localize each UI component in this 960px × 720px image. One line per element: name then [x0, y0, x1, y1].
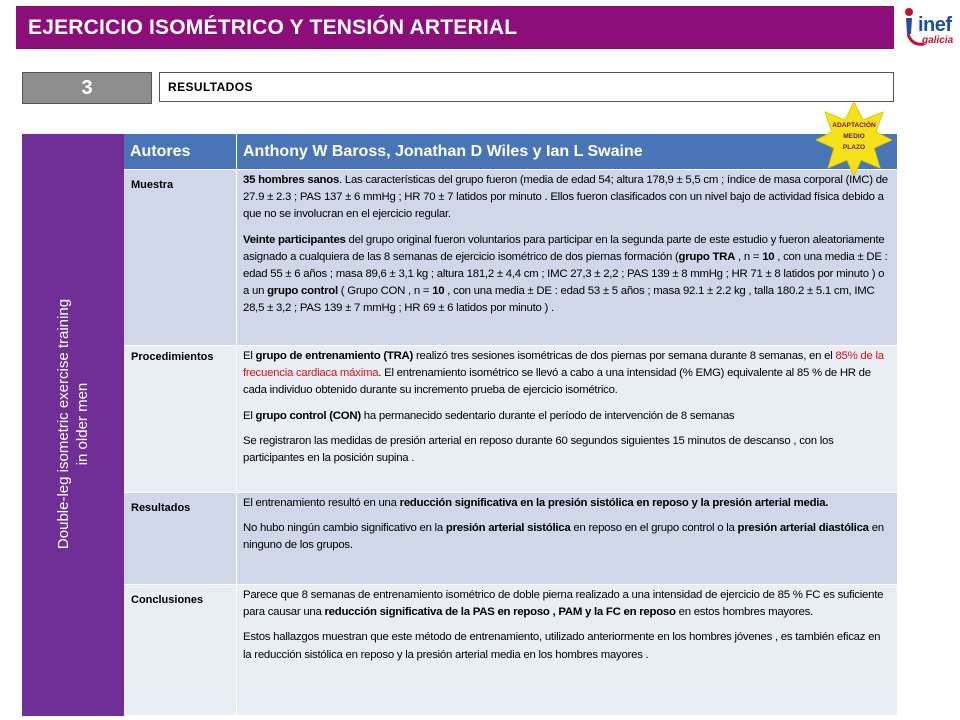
study-title-panel: [22, 134, 124, 716]
table-header-row: [124, 134, 897, 170]
study-title-line1: Double-leg isometric exercise training: [55, 298, 72, 550]
row-label: Resultados: [131, 502, 191, 514]
table-row-conclusiones: [124, 585, 897, 716]
row-content-cell: [237, 170, 897, 346]
text: Parece que 8 semanas de entrenamiento isométrico de doble pierna realizado a una intensidad de ejercicio de 85 % FC es suficiente para causar una: [243, 589, 884, 619]
paragraph: [243, 348, 891, 400]
section-number-text: 3: [81, 76, 93, 99]
text: , con una media ± DE : edad 55 ± 6 años ; masa 89,6 ± 3,1 kg ; altura 181,2 ± 4,4 cm ; IMC 27,3 ± 2,2 ; PAS 139 ± 8 mmHg ; HR 71 ± 8 latidos por minuto ) o a un: [243, 250, 888, 298]
table-row-muestra: [124, 170, 897, 346]
badge-line: ADAPTACIÓN: [832, 122, 876, 129]
bold-text: 10: [432, 285, 445, 298]
text: en ninguno de los grupos.: [243, 522, 884, 552]
badge-line: MEDIO: [843, 133, 865, 140]
row-content-cell: [237, 493, 897, 585]
bold-text: reducción significativa de la PAS en reposo , PAM y la FC en reposo: [324, 606, 676, 619]
paragraph: [243, 408, 891, 425]
row-content: [237, 493, 897, 555]
bold-text: Veinte participantes: [243, 233, 346, 246]
row-label: Conclusiones: [131, 594, 204, 606]
paragraph: [243, 629, 891, 663]
bold-text: grupo control: [267, 285, 338, 298]
text: en estos hombres mayores.: [675, 606, 813, 619]
section-label: [159, 72, 894, 102]
badge-text: [816, 120, 892, 153]
row-content: [237, 170, 897, 318]
badge-line: PLAZO: [842, 144, 866, 151]
inef-logo: [902, 6, 958, 54]
bold-text: reducción significativa en la presión sistólica en reposo y la presión arterial media.: [399, 497, 829, 509]
text: Se registraron las medidas de presión arterial en reposo durante 60 segundos siguientes 15 minutos de descanso , con los participantes en la posición supina .: [243, 434, 834, 465]
bold-text: presión arterial sistólica: [445, 522, 571, 535]
adaptation-badge: [816, 100, 892, 176]
bold-text: grupo de entrenamiento (TRA): [255, 350, 414, 362]
paragraph: [243, 587, 891, 621]
bold-text: grupo control (CON): [255, 409, 361, 422]
bold-text: 10: [762, 250, 775, 263]
row-content-cell: [237, 346, 897, 493]
section-label-text: RESULTADOS: [168, 80, 253, 94]
text: Estos hallazgos muestran que este método de entrenamiento, utilizado anteriormente en los hombres jóvenes , es también eficaz en la reducción sistólica en reposo y la presión arterial media en los hombres mayores .: [243, 631, 881, 661]
bold-text: presión arterial diastólica: [737, 522, 869, 535]
study-summary-table: [124, 134, 897, 716]
text: en reposo en el grupo control o la: [570, 522, 738, 535]
paragraph: [243, 495, 891, 512]
paragraph: [243, 520, 891, 554]
text: El entrenamiento resultó en una: [243, 497, 400, 509]
row-label-cell: [124, 493, 237, 585]
text: , con una media ± DE : edad 53 ± 5 años ; masa 92.1 ± 2.2 kg , talla 180.2 ± 5.1 cm, IMC 28,5 ± 3,2 ; PAS 139 ± 7 mmHg ; HR 69 ± 6 latidos por minuto ) .: [243, 285, 875, 315]
table-row-resultados: [124, 493, 897, 585]
text: ha permanecido sedentario durante el período de intervención de 8 semanas: [360, 409, 735, 422]
row-label: Procedimientos: [131, 351, 214, 363]
table-row-procedimientos: [124, 346, 897, 493]
row-content-cell: [237, 585, 897, 716]
text: , n =: [735, 250, 763, 263]
page-title: EJERCICIO ISOMÉTRICO Y TENSIÓN ARTERIAL: [28, 15, 518, 39]
paragraph: [243, 172, 891, 224]
header-label-cell: Autores: [124, 134, 237, 170]
row-content: [237, 346, 897, 467]
bold-text: 35 hombres sanos: [243, 174, 340, 186]
text: . El entrenamiento isométrico se llevó a cabo a una intensidad (% EMG) equivalente al 85 % de HR de cada individuo obtenido durante su incremento prueba de ejercicio isométrico.: [243, 367, 871, 397]
text: ( Grupo CON , n =: [337, 285, 433, 298]
paragraph: [243, 232, 891, 318]
paragraph: [243, 433, 891, 467]
text: El: [243, 409, 256, 422]
row-label: Muestra: [131, 179, 174, 191]
study-title: [54, 164, 92, 684]
header-authors-cell: Anthony W Baross, Jonathan D Wiles y Ian L Swaine: [237, 134, 897, 170]
logo-word: inef: [918, 14, 952, 36]
row-content: [237, 585, 897, 664]
text: No hubo ningún cambio significativo en la: [243, 522, 446, 535]
section-number: [22, 72, 152, 104]
bold-text: grupo TRA: [678, 250, 736, 263]
row-label-cell: [124, 346, 237, 493]
text: . Las características del grupo fueron (media de edad 54; altura 178,9 ± 5,5 cm ; índice de masa corporal (IMC) de 27.9 ± 2.3 ; PAS 137 ± 6 mmHg ; HR 70 ± 7 latidos por minuto . Ellos fueron clasificados con un nivel bajo de actividad física debido a que no se involucran en el ejercicio regular.: [243, 174, 888, 221]
highlighted-text: 85% de la frecuencia cardiaca máxima: [243, 350, 884, 380]
text: El: [243, 350, 256, 362]
text: realizó tres sesiones isométricas de dos piernas por semana durante 8 semanas, en el: [413, 350, 836, 362]
logo-sub: galicia: [922, 35, 954, 46]
study-title-line2: in older men: [74, 382, 91, 466]
row-label-cell: [124, 170, 237, 346]
text: del grupo original fueron voluntarios para participar en la segunda parte de este estudio y fueron aleatoriamente asignado a cualquiera de las 8 semanas de ejercicio isométrico de dos piernas formación (: [243, 233, 885, 263]
title-bar: [16, 6, 894, 49]
row-label-cell: [124, 585, 237, 716]
